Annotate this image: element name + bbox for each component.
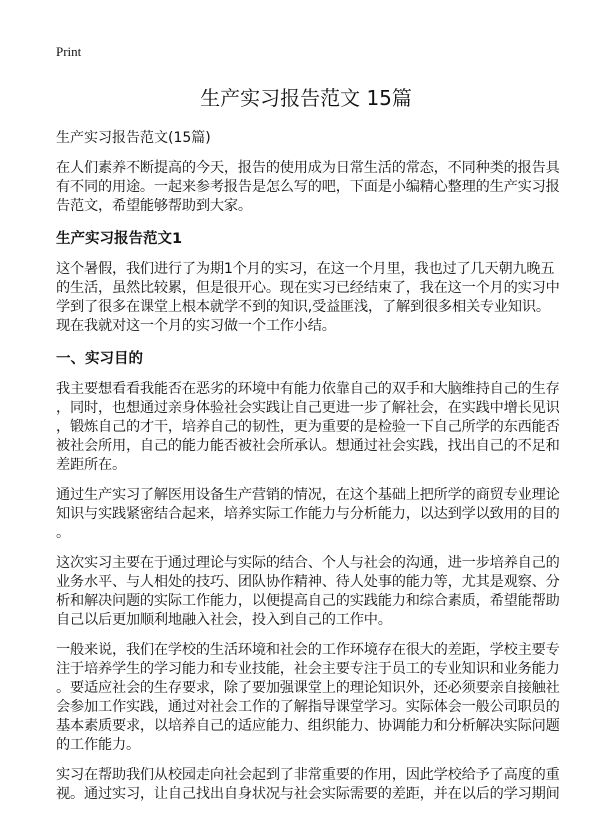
text-line: 有不同的用途。一起来参考报告是怎么写的吧，下面是小编精心整理的生产实习报 xyxy=(56,179,560,195)
text-line: 。要适应社会的生存要求，除了要加强课堂上的理论知识外，还必须要亲自接触社 xyxy=(56,680,560,696)
text-line: 现在我就对这一个月的实习做一个工作小结。 xyxy=(56,318,336,334)
text-line: 告范文，希望能够帮助到大家。 xyxy=(56,198,252,214)
text-line: 视。通过实习，让自己找出自身状况与社会实际需要的差距，并在以后的学习期间 xyxy=(56,786,560,802)
document-subtitle: 生产实习报告范文(15篇) xyxy=(56,130,211,146)
text-line: 自己以后更加顺利地融入社会，投入到自己的工作中。 xyxy=(56,612,392,628)
text-line: 业务水平、与人相处的技巧、团队协作精神、待人处事的能力等，尤其是观察、分 xyxy=(56,574,560,590)
paragraph xyxy=(56,486,560,543)
text-line: 注于培养学生的学习能力和专业技能，社会主要专注于员工的专业知识和业务能力 xyxy=(56,661,560,677)
text-line: ，锻炼自己的才干，培养自己的韧性，更为重要的是检验一下自己所学的东西能否 xyxy=(56,419,560,435)
document-page xyxy=(56,44,560,815)
text-line: 析和解决问题的实际工作能力，以便提高自己的实践能力和综合素质，希望能帮助 xyxy=(56,593,560,609)
paragraph xyxy=(56,766,560,804)
text-line: 基本素质要求，以培养自己的适应能力、组织能力、协调能力和分析解决实际问题 xyxy=(56,718,560,734)
paragraph xyxy=(56,641,560,755)
text-line: 差距所在。 xyxy=(56,457,126,473)
paragraph xyxy=(56,554,560,630)
text-line: 会参加工作实践，通过对社会工作的了解指导课堂学习。实际体会一般公司职员的 xyxy=(56,699,560,715)
section-heading: 生产实习报告范文1 xyxy=(56,231,183,247)
section-heading: 一、实习目的 xyxy=(56,351,143,367)
text-line: 实习在帮助我们从校园走向社会起到了非常重要的作用，因此学校给予了高度的重 xyxy=(56,767,560,783)
text-line: 通过生产实习了解医用设备生产营销的情况，在这个基础上把所学的商贸专业理论 xyxy=(56,487,560,503)
text-line: 我主要想看看我能否在恶劣的环境中有能力依靠自己的双手和大脑维持自己的生存 xyxy=(56,381,560,397)
intro-paragraph xyxy=(56,159,560,216)
paragraph xyxy=(56,380,560,475)
text-line: 被社会所用，自己的能力能否被社会所承认。想通过社会实践，找出自己的不足和 xyxy=(56,438,560,454)
print-link[interactable]: Print xyxy=(56,44,82,59)
text-line: 学到了很多在课堂上根本就学不到的知识,受益匪浅，了解到很多相关专业知识。 xyxy=(56,299,550,315)
text-line: 这个暑假，我们进行了为期1个月的实习，在这一个月里，我也过了几天朝九晚五 xyxy=(56,261,555,277)
document-title: 生产实习报告范文 15篇 xyxy=(200,86,412,110)
text-line: 知识与实践紧密结合起来，培养实际工作能力与分析能力，以达到学以致用的目的 xyxy=(56,506,560,522)
text-line: 的生活，虽然比较累，但是很开心。现在实习已经结束了，我在这一个月的实习中 xyxy=(56,280,560,296)
text-line: 的工作能力。 xyxy=(56,737,140,753)
text-line: 一般来说，我们在学校的生活环境和社会的工作环境存在很大的差距，学校主要专 xyxy=(56,642,560,658)
paragraph xyxy=(56,260,560,336)
text-line: 。 xyxy=(56,525,70,541)
text-line: 这次实习主要在于通过理论与实际的结合、个人与社会的沟通，进一步培养自己的 xyxy=(56,555,560,571)
text-line: ，同时，也想通过亲身体验社会实践让自己更进一步了解社会，在实践中增长见识 xyxy=(56,400,560,416)
text-line: 在人们素养不断提高的今天，报告的使用成为日常生活的常态，不同种类的报告具 xyxy=(56,160,560,176)
